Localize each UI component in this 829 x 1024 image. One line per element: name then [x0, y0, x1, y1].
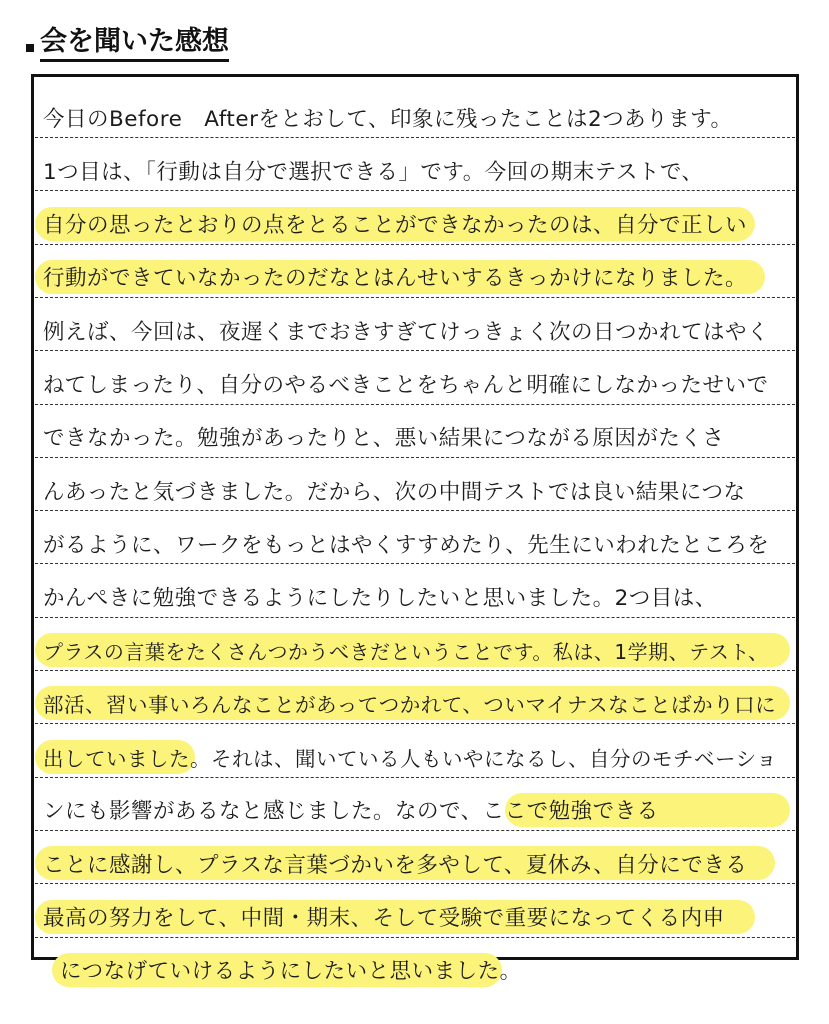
- essay-line-text: 最高の努力をして、中間・期末、そして受験で重要になってくる内申: [43, 906, 725, 931]
- essay-line: [35, 410, 795, 458]
- essay-line-text: 例えば、今回は、夜遅くまでおきすぎてけっきょく次の日つかれてはやく: [43, 319, 770, 345]
- essay-line: [35, 303, 795, 351]
- section-heading: [26, 26, 229, 62]
- essay-line: [35, 197, 795, 245]
- essay-line: [35, 250, 795, 298]
- essay-line: [35, 463, 795, 511]
- essay-line-text: ンにも影響があるなと感じました。なので、ここで勉強できる: [43, 799, 659, 825]
- page-title: 会を聞いた感想: [40, 26, 229, 62]
- essay-line: [35, 357, 795, 405]
- essay-line-text: 部活、習い事いろんなことがあってつかれて、ついマイナスなことばかり口に: [43, 693, 777, 718]
- essay-line-text: 1つ目は、「行動は自分で選択できる」です。今回の期末テストで、: [43, 159, 704, 185]
- essay-line-text: かんぺきに勉強できるようにしたりしたいと思いました。2つ目は、: [43, 586, 717, 612]
- essay-line: [35, 143, 795, 191]
- essay-line-text: 今日のBefore Afterをとおして、印象に残ったことは2つあります。: [43, 106, 733, 132]
- essay-line-text: できなかった。勉強があったりと、悪い結果につながる原因がたくさ: [43, 426, 725, 452]
- essay-line: [35, 836, 795, 884]
- essay-line-text: 自分の思ったとおりの点をとることができなかったのは、自分で正しい: [43, 213, 748, 239]
- essay-line: [52, 943, 752, 991]
- essay-line-text: 行動ができていなかったのだなとはんせいするきっかけになりました。: [43, 266, 748, 292]
- bullet-icon: [26, 44, 34, 52]
- essay-line: [35, 570, 795, 618]
- essay-line-text: につなげていけるようにしたいと思いました。: [60, 959, 522, 985]
- essay-line: [35, 90, 795, 138]
- essay-line-text: プラスの言葉をたくさんつかうべきだということです。私は、1学期、テスト、: [43, 639, 769, 664]
- essay-line: [35, 890, 795, 938]
- essay-line: [35, 676, 795, 724]
- essay-line: [35, 730, 795, 778]
- essay-line-text: 出していました。それは、聞いている人もいやになるし、自分のモチベーショ: [43, 746, 778, 771]
- essay-line-text: がるように、ワークをもっとはやくすすめたり、先生にいわれたところを: [43, 532, 770, 558]
- essay-line: [35, 783, 795, 831]
- essay-line-text: んあったと気づきました。だから、次の中間テストでは良い結果につな: [43, 479, 746, 505]
- essay-line-text: ねてしまったり、自分のやるべきことをちゃんと明確にしなかったせいで: [43, 373, 769, 398]
- essay-line: [35, 623, 795, 671]
- essay-line-text: ことに感謝し、プラスな言葉づかいを多やして、夏休み、自分にできる: [43, 852, 748, 878]
- essay-line: [35, 516, 795, 564]
